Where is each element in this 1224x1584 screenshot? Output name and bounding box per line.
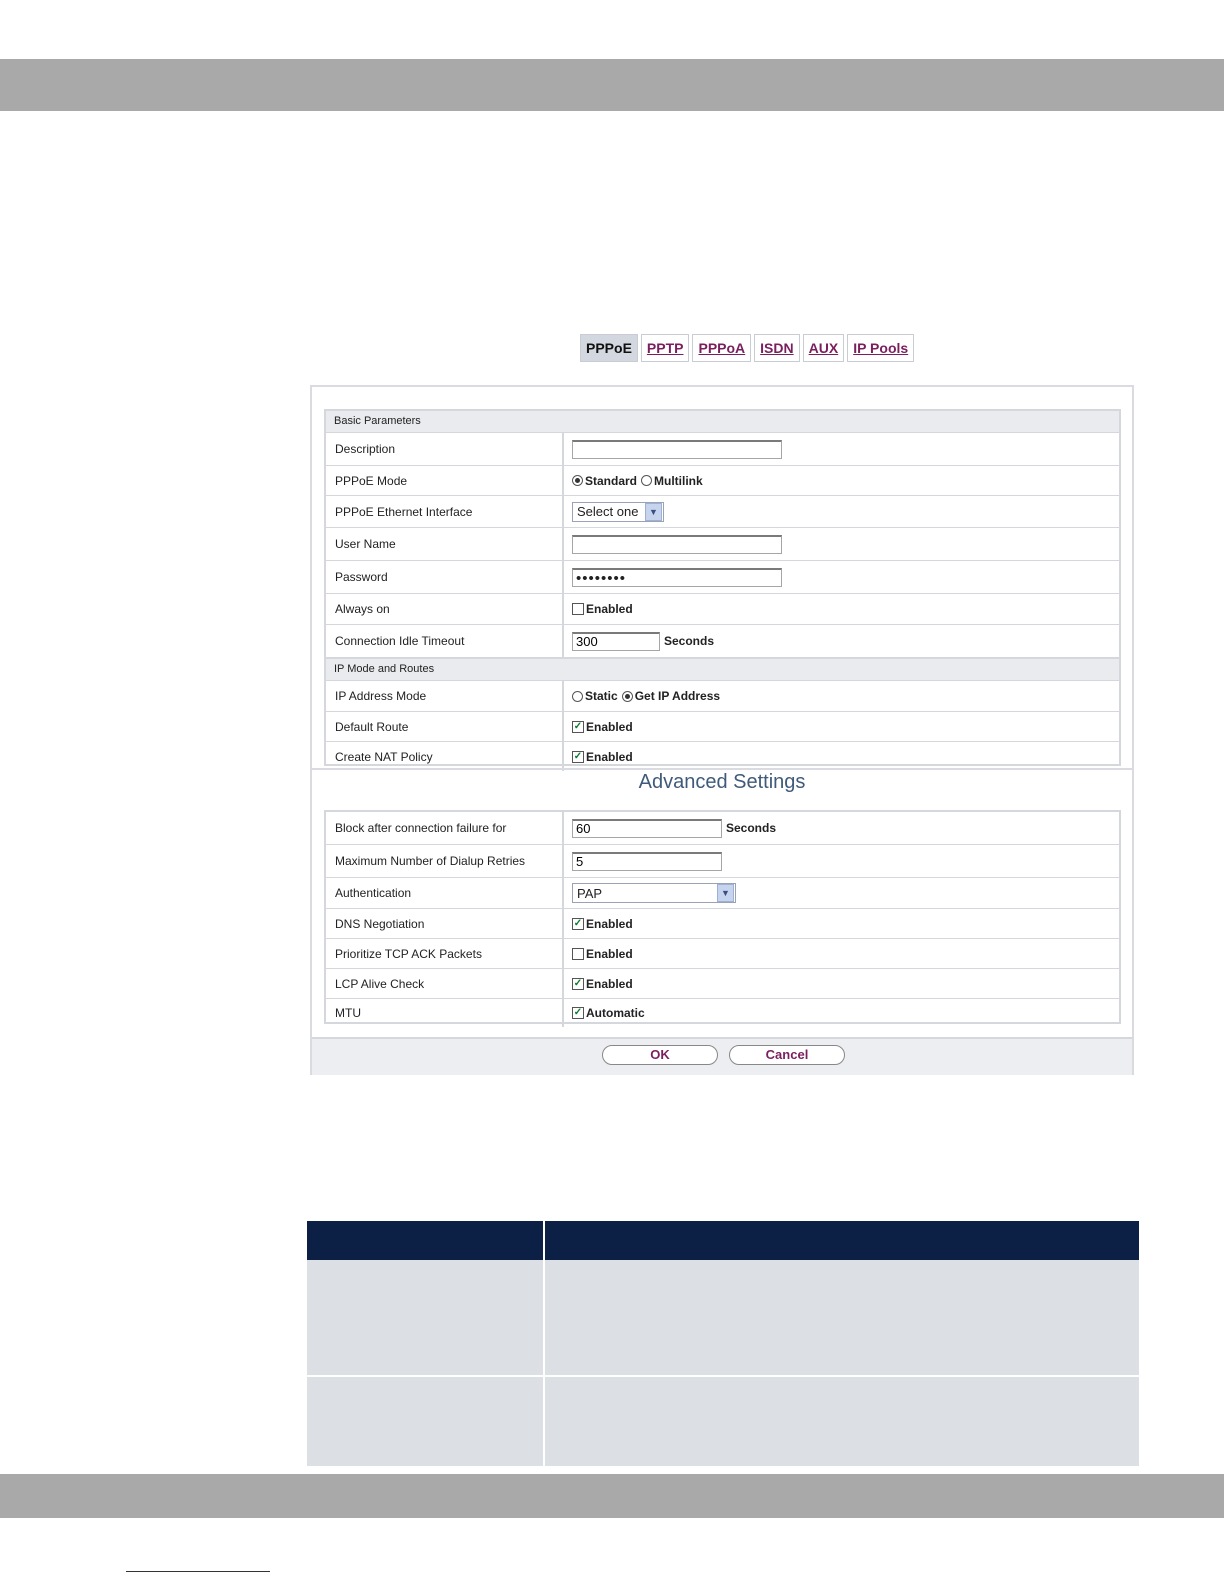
bottom-band	[0, 1474, 1224, 1518]
tab-bar	[580, 334, 914, 362]
password-label: Password	[326, 561, 564, 593]
table-cell	[544, 1260, 1139, 1376]
standard-radio[interactable]	[572, 475, 583, 486]
mtu-row	[326, 999, 1119, 1027]
idle-timeout-label: Connection Idle Timeout	[326, 625, 564, 657]
user-name-row	[326, 528, 1119, 561]
lcp-option: Enabled	[586, 976, 633, 991]
nat-policy-row	[326, 742, 1119, 771]
dns-option: Enabled	[586, 916, 633, 931]
get-ip-address-radio-label: Get IP Address	[634, 689, 721, 703]
block-input[interactable]	[572, 819, 722, 838]
idle-timeout-row	[326, 625, 1119, 658]
footnote-divider	[126, 1571, 270, 1572]
tab-ip-pools[interactable]: IP Pools	[847, 334, 914, 362]
ok-button[interactable]: OK	[602, 1045, 718, 1065]
ip-address-mode-label: IP Address Mode	[326, 681, 564, 711]
dns-checkbox[interactable]: ✓	[573, 917, 583, 929]
nat-policy-checkbox[interactable]: ✓	[573, 750, 583, 762]
ip-mode-header: IP Mode and Routes	[326, 658, 1119, 681]
description-label: Description	[326, 433, 564, 465]
mtu-option: Automatic	[586, 1006, 645, 1020]
lcp-label: LCP Alive Check	[326, 969, 564, 998]
mtu-checkbox[interactable]: ✓	[573, 1007, 583, 1018]
pppoe-mode-row	[326, 466, 1119, 496]
table-row	[307, 1260, 1139, 1376]
lcp-row	[326, 969, 1119, 999]
tcp-ack-checkbox[interactable]	[572, 948, 584, 960]
password-input[interactable]: ••••••••	[572, 568, 782, 587]
static-radio-label: Static	[585, 689, 618, 703]
idle-timeout-unit: Seconds	[664, 634, 715, 648]
user-name-input[interactable]	[572, 535, 782, 554]
default-route-option: Enabled	[586, 719, 633, 734]
password-row	[326, 561, 1119, 594]
nat-policy-label: Create NAT Policy	[326, 742, 564, 771]
static-radio[interactable]	[572, 691, 583, 702]
dialup-retries-label: Maximum Number of Dialup Retries	[326, 845, 564, 877]
dialup-retries-row	[326, 845, 1119, 878]
description-row	[326, 433, 1119, 466]
default-route-label: Default Route	[326, 712, 564, 741]
ethernet-interface-select[interactable]	[572, 502, 664, 522]
tcp-ack-row	[326, 939, 1119, 969]
ethernet-interface-value: Select one	[577, 504, 639, 519]
get-ip-address-radio[interactable]	[622, 691, 633, 702]
tab-aux[interactable]: AUX	[803, 334, 845, 362]
standard-radio-label: Standard	[585, 473, 638, 488]
ip-address-mode-row	[326, 681, 1119, 712]
advanced-divider	[312, 768, 1132, 770]
pppoe-mode-label: PPPoE Mode	[326, 466, 564, 495]
table-header-cell	[307, 1221, 544, 1260]
ethernet-interface-row	[326, 496, 1119, 528]
idle-timeout-input[interactable]	[572, 632, 660, 651]
button-bar	[312, 1037, 1132, 1075]
always-on-row	[326, 594, 1119, 625]
dialup-retries-input[interactable]	[572, 852, 722, 871]
chevron-down-icon: ▼	[645, 503, 662, 521]
tab-pppoa[interactable]: PPPoA	[692, 334, 751, 362]
chevron-down-icon: ▼	[717, 884, 734, 902]
always-on-option: Enabled	[586, 602, 633, 616]
ethernet-interface-label: PPPoE Ethernet Interface	[326, 496, 564, 527]
dns-label: DNS Negotiation	[326, 909, 564, 938]
table-cell	[544, 1376, 1139, 1466]
description-input[interactable]	[572, 440, 782, 459]
always-on-label: Always on	[326, 594, 564, 624]
advanced-settings-title: Advanced Settings	[638, 771, 806, 793]
cancel-button[interactable]: Cancel	[729, 1045, 845, 1065]
tab-pppoe[interactable]: PPPoE	[580, 334, 638, 362]
mtu-label: MTU	[326, 999, 564, 1027]
default-route-checkbox[interactable]: ✓	[573, 720, 583, 732]
description-table	[307, 1221, 1139, 1466]
basic-group	[324, 409, 1121, 766]
multilink-radio-label: Multilink	[654, 473, 703, 488]
table-cell	[307, 1376, 544, 1466]
tcp-ack-label: Prioritize TCP ACK Packets	[326, 939, 564, 968]
authentication-row	[326, 878, 1119, 909]
tcp-ack-option: Enabled	[586, 946, 633, 961]
config-panel	[310, 385, 1134, 1075]
tab-pptp[interactable]: PPTP	[641, 334, 690, 362]
advanced-group	[324, 810, 1121, 1024]
dns-row	[326, 909, 1119, 939]
tab-isdn[interactable]: ISDN	[754, 334, 799, 362]
table-cell	[307, 1260, 544, 1376]
always-on-checkbox[interactable]	[572, 603, 584, 615]
table-header-row	[307, 1221, 1139, 1260]
block-row	[326, 812, 1119, 845]
authentication-label: Authentication	[326, 878, 564, 908]
block-label: Block after connection failure for	[326, 812, 564, 844]
table-header-cell	[544, 1221, 1139, 1260]
lcp-checkbox[interactable]: ✓	[573, 977, 583, 989]
multilink-radio[interactable]	[641, 475, 652, 486]
basic-parameters-header: Basic Parameters	[326, 411, 1119, 433]
authentication-value: PAP	[577, 885, 603, 901]
nat-policy-option: Enabled	[586, 749, 633, 764]
authentication-select[interactable]	[572, 883, 736, 903]
default-route-row	[326, 712, 1119, 742]
table-row	[307, 1376, 1139, 1466]
block-unit: Seconds	[726, 821, 777, 835]
user-name-label: User Name	[326, 528, 564, 560]
top-band	[0, 59, 1224, 111]
